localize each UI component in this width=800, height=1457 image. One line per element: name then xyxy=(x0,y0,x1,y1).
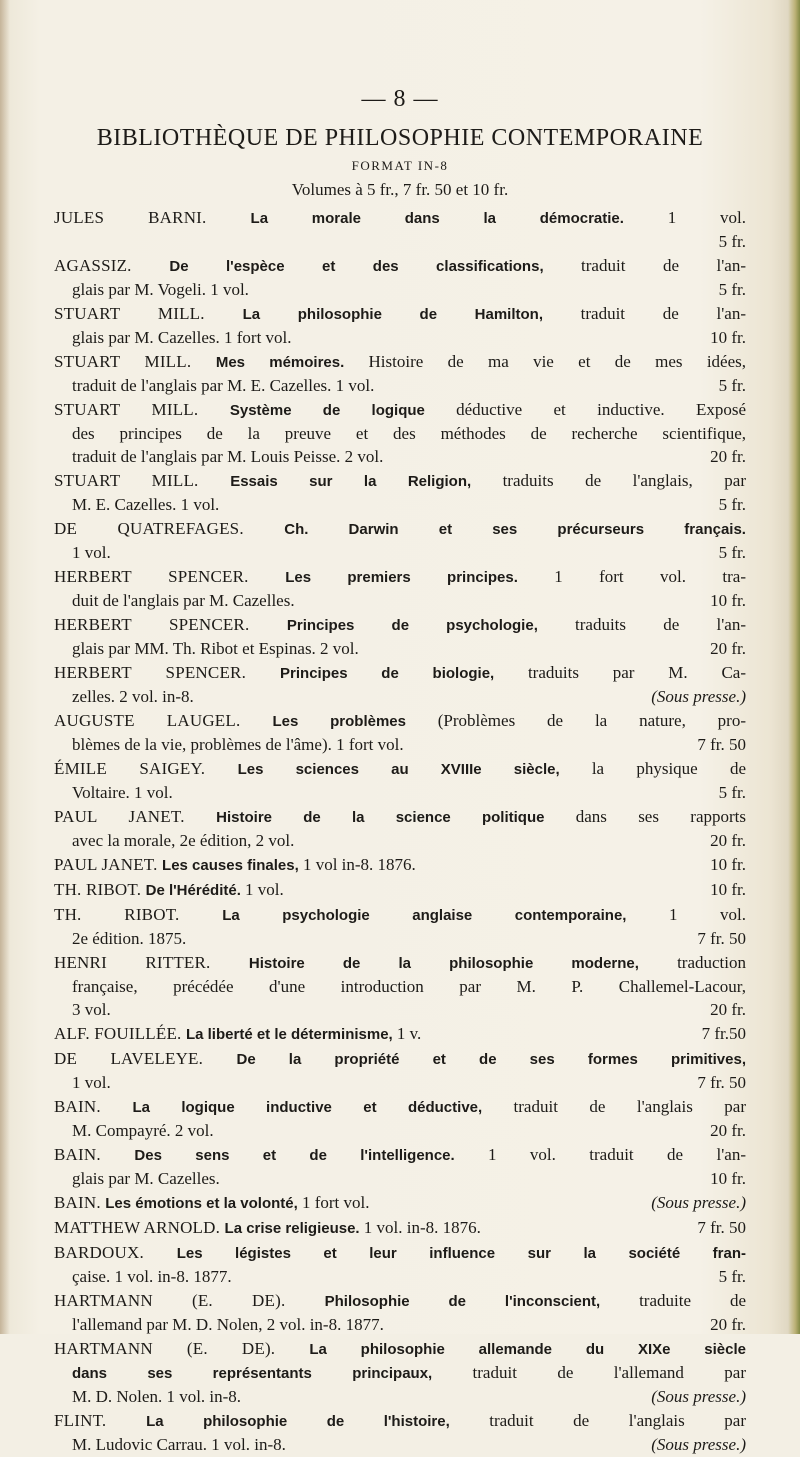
catalog-entry xyxy=(54,1337,746,1408)
entry-detail: 1 fort vol. tra- xyxy=(554,567,747,586)
entry-author: HARTMANN (E. DE). xyxy=(54,1291,325,1310)
entry-line xyxy=(54,350,746,374)
catalog-entry xyxy=(54,805,746,852)
entry-price: 5 fr. xyxy=(718,495,746,514)
entry-line xyxy=(54,1313,746,1336)
entry-title: La crise religieuse. xyxy=(224,1220,364,1237)
entry-title: La philosophie de l'histoire, xyxy=(146,1413,490,1430)
entry-author: AGASSIZ. xyxy=(54,256,170,275)
entry-detail: traduction xyxy=(677,953,746,972)
entry-line xyxy=(54,1337,746,1361)
entry-line xyxy=(54,302,746,326)
entry-detail: 3 vol. xyxy=(72,1000,111,1019)
entry-line xyxy=(54,445,746,468)
entry-line xyxy=(54,781,746,804)
entry-price: (Sous presse.) xyxy=(651,1387,746,1406)
catalog-entry xyxy=(54,1191,746,1215)
entry-detail: 1 vol. xyxy=(245,880,284,899)
entry-line xyxy=(54,709,746,733)
entry-price: 20 fr. xyxy=(710,447,746,466)
entry-detail: blèmes de la vie, problèmes de l'âme). 1 fort vol. xyxy=(72,735,404,754)
entry-detail: zelles. 2 vol. in-8. xyxy=(72,687,194,706)
entry-price: 10 fr. xyxy=(710,880,746,899)
entry-author: STUART MILL. xyxy=(54,304,243,323)
entry-title: De l'espèce et des classifications, xyxy=(169,258,582,275)
entry-detail: traduit de l'anglais par M. Louis Peisse. 2 vol. xyxy=(72,447,384,466)
entry-line xyxy=(54,661,746,685)
catalog-entry xyxy=(54,398,746,468)
entry-price: 20 fr. xyxy=(710,831,746,850)
entry-line xyxy=(54,493,746,516)
entry-text xyxy=(54,878,284,902)
entry-author: DE LAVELEYE. xyxy=(54,1049,237,1068)
entry-price: 7 fr.50 xyxy=(701,1024,746,1043)
entry-detail: 1 vol. xyxy=(72,543,111,562)
catalog-entry xyxy=(54,878,746,902)
catalog-entry xyxy=(54,853,746,877)
entry-detail: M. D. Nolen. 1 vol. in-8. xyxy=(72,1387,242,1406)
entry-title: La philosophie allemande du XIXe siècle xyxy=(309,1341,747,1358)
entry-detail: déductive et inductive. Exposé xyxy=(456,400,746,419)
entry-line xyxy=(54,541,746,564)
entry-title-cont: dans ses représentants principaux, xyxy=(72,1365,473,1382)
entry-line xyxy=(54,517,746,541)
entry-line xyxy=(54,975,746,998)
entry-line xyxy=(54,1265,746,1288)
entry-detail: 1 fort vol. xyxy=(301,1193,370,1212)
entry-price: 5 fr. xyxy=(718,1267,746,1286)
entry-line xyxy=(54,422,746,445)
entry-price: 20 fr. xyxy=(710,1315,746,1334)
entry-author: BAIN. xyxy=(54,1097,133,1116)
catalog-entry xyxy=(54,903,746,950)
entry-title: Les sciences au XVIIIe siècle, xyxy=(237,761,592,778)
entry-line xyxy=(54,1409,746,1433)
catalog-entry xyxy=(54,469,746,516)
entry-detail: glais par M. Vogeli. 1 vol. xyxy=(72,280,249,299)
entry-detail: M. E. Cazelles. 1 vol. xyxy=(72,495,220,514)
entry-line xyxy=(54,565,746,589)
entry-price: 5 fr. xyxy=(718,783,746,802)
entry-detail: traduits de l'an- xyxy=(575,615,746,634)
entry-detail: 1 vol. xyxy=(668,905,746,924)
page-edge-right xyxy=(788,0,800,1334)
entry-line xyxy=(54,1167,746,1190)
entry-detail: 1 vol. in-8. 1876. xyxy=(363,1218,481,1237)
entry-price: (Sous presse.) xyxy=(651,1193,746,1212)
entry-author: ÉMILE SAIGEY. xyxy=(54,759,238,778)
entry-line xyxy=(54,206,746,230)
entry-author: DE QUATREFAGES. xyxy=(54,519,285,538)
catalog-entry xyxy=(54,1022,746,1046)
entry-detail: française, précédée d'une introduction par M. P. Challemel-Lacour, xyxy=(72,977,746,996)
entry-detail: des principes de la preuve et des méthodes de recherche scientifique, xyxy=(72,424,746,443)
entry-title: Des sens et de l'intelligence. xyxy=(134,1147,488,1164)
entry-price: 5 fr. xyxy=(718,280,746,299)
entry-line xyxy=(54,1191,746,1215)
entry-author: HARTMANN (E. DE). xyxy=(54,1339,310,1358)
entry-line xyxy=(54,1433,746,1456)
entry-detail: (Problèmes de la nature, pro- xyxy=(437,711,747,730)
entry-line xyxy=(54,1095,746,1119)
entry-detail: l'allemand par M. D. Nolen, 2 vol. in-8. 1877. xyxy=(72,1315,384,1334)
entry-line xyxy=(54,278,746,301)
entry-line xyxy=(54,1047,746,1071)
entry-line xyxy=(54,1289,746,1313)
entry-detail: 1 vol. xyxy=(667,208,746,227)
entry-price: 7 fr. 50 xyxy=(697,929,746,948)
entry-price: 20 fr. xyxy=(710,1000,746,1019)
entry-title: Principes de biologie, xyxy=(280,665,528,682)
entry-author: ALF. FOUILLÉE. xyxy=(54,1024,186,1043)
entry-detail: traduits par M. Ca- xyxy=(527,663,747,682)
catalog-entry xyxy=(54,1095,746,1142)
page-content xyxy=(54,86,746,1457)
entry-title: Histoire de la science politique xyxy=(216,809,576,826)
entry-title: De la propriété et de ses formes primitives, xyxy=(236,1051,746,1068)
entry-author: HERBERT SPENCER. xyxy=(54,567,286,586)
entry-detail: M. Compayré. 2 vol. xyxy=(72,1121,214,1140)
entry-author: STUART MILL. xyxy=(54,471,231,490)
entry-title: La logique inductive et déductive, xyxy=(132,1099,514,1116)
entry-title: Philosophie de l'inconscient, xyxy=(324,1293,640,1310)
entry-title: De l'Hérédité. xyxy=(145,882,246,899)
entry-title: Les émotions et la volonté, xyxy=(105,1195,302,1212)
catalog-entry xyxy=(54,709,746,756)
entry-author: BAIN. xyxy=(54,1145,135,1164)
entry-line xyxy=(54,1022,746,1046)
entry-detail: traduit de l'allemand par xyxy=(472,1363,746,1382)
entry-line xyxy=(54,230,746,253)
entry-price: 10 fr. xyxy=(710,328,746,347)
catalog-entry xyxy=(54,1143,746,1190)
entry-text xyxy=(54,853,416,877)
entry-price: 5 fr. xyxy=(718,543,746,562)
entry-line xyxy=(54,613,746,637)
entry-title: Système de logique xyxy=(229,402,457,419)
entry-detail: 1 vol. xyxy=(72,1073,111,1092)
entry-line xyxy=(54,903,746,927)
entry-title: Principes de psychologie, xyxy=(286,617,576,634)
catalog-entry xyxy=(54,613,746,660)
catalog-entry xyxy=(54,254,746,301)
entry-title: Les premiers principes. xyxy=(285,569,555,586)
entry-author: TH. RIBOT. xyxy=(54,880,146,899)
entry-price: 7 fr. 50 xyxy=(697,1218,746,1237)
entry-author: STUART MILL. xyxy=(54,352,216,371)
entry-detail: Voltaire. 1 vol. xyxy=(72,783,173,802)
entry-line xyxy=(54,927,746,950)
series-format: FORMAT IN-8 xyxy=(351,158,449,173)
entry-author: BAIN. xyxy=(54,1193,106,1212)
entry-detail: traduit de l'an- xyxy=(581,256,746,275)
catalog-entry xyxy=(54,565,746,612)
entry-title: La psychologie anglaise contemporaine, xyxy=(222,907,669,924)
entry-detail: M. Ludovic Carrau. 1 vol. in-8. xyxy=(72,1435,286,1454)
entry-line xyxy=(54,1361,746,1385)
series-title: BIBLIOTHÈQUE DE PHILOSOPHIE CONTEMPORAINE xyxy=(96,125,704,151)
entry-detail: glais par M. Cazelles. xyxy=(72,1169,220,1188)
entry-line xyxy=(54,1119,746,1142)
catalog-entry xyxy=(54,1289,746,1336)
entry-title: Mes mémoires. xyxy=(215,354,369,371)
entry-detail: 1 vol. traduit de l'an- xyxy=(488,1145,746,1164)
entry-detail: 1 vol in-8. 1876. xyxy=(302,855,416,874)
entry-price: 10 fr. xyxy=(710,1169,746,1188)
entry-price: 7 fr. 50 xyxy=(697,1073,746,1092)
entry-title: Histoire de la philosophie moderne, xyxy=(248,955,678,972)
entry-title: Les légistes et leur influence sur la société fran- xyxy=(176,1245,746,1262)
entry-line xyxy=(54,951,746,975)
entry-author: BARDOUX. xyxy=(54,1243,177,1262)
entry-author: HERBERT SPENCER. xyxy=(54,615,287,634)
entry-author: FLINT. xyxy=(54,1411,147,1430)
entry-detail: traduit de l'an- xyxy=(580,304,746,323)
entry-title: La philosophie de Hamilton, xyxy=(242,306,581,323)
entry-author: JULES BARNI. xyxy=(54,208,251,227)
entry-author: PAUL JANET. xyxy=(54,807,217,826)
entry-author: HERBERT SPENCER. xyxy=(54,663,281,682)
entry-detail: dans ses rapports xyxy=(575,807,746,826)
entry-line xyxy=(54,733,746,756)
entry-detail: 1 v. xyxy=(396,1024,422,1043)
entry-price: 5 fr. xyxy=(718,376,746,395)
entry-line xyxy=(54,1216,746,1240)
entry-line xyxy=(54,1143,746,1167)
catalog-entry xyxy=(54,1241,746,1288)
entry-price: (Sous presse.) xyxy=(651,687,746,706)
entry-detail: traduit de l'anglais par xyxy=(513,1097,746,1116)
entry-line xyxy=(54,589,746,612)
entry-detail: traduit de l'anglais par xyxy=(489,1411,746,1430)
entry-detail: traduits de l'anglais, par xyxy=(502,471,747,490)
catalog-entry xyxy=(54,661,746,708)
entry-line xyxy=(54,326,746,349)
entry-line xyxy=(54,637,746,660)
entry-line xyxy=(54,685,746,708)
entry-author: STUART MILL. xyxy=(54,400,230,419)
entry-author: MATTHEW ARNOLD. xyxy=(54,1218,225,1237)
catalog-entry xyxy=(54,1216,746,1240)
entry-author: PAUL JANET. xyxy=(54,855,163,874)
catalog-entry xyxy=(54,350,746,397)
entry-author: TH. RIBOT. xyxy=(54,905,223,924)
page-number: — 8 — xyxy=(361,86,439,112)
catalog-entry xyxy=(54,1409,746,1456)
entry-title: La morale dans la démocratie. xyxy=(250,210,668,227)
entry-line xyxy=(54,757,746,781)
entry-line xyxy=(54,1071,746,1094)
entry-title: Les causes finales, xyxy=(162,857,303,874)
entry-line xyxy=(54,469,746,493)
catalog-entry xyxy=(54,951,746,1021)
entry-detail: avec la morale, 2e édition, 2 vol. xyxy=(72,831,295,850)
catalog-entry xyxy=(54,757,746,804)
entry-line xyxy=(54,1241,746,1265)
catalog-entry xyxy=(54,1047,746,1094)
entry-title: Les problèmes xyxy=(272,713,438,730)
entry-price: 7 fr. 50 xyxy=(697,735,746,754)
entry-line xyxy=(54,398,746,422)
entry-title: Essais sur la Religion, xyxy=(230,473,503,490)
entry-detail: 2e édition. 1875. xyxy=(72,929,187,948)
entry-title: La liberté et le déterminisme, xyxy=(185,1026,397,1043)
entry-detail: glais par MM. Th. Ribot et Espinas. 2 vol. xyxy=(72,639,359,658)
catalog-entry xyxy=(54,302,746,349)
entry-line xyxy=(54,853,746,877)
entry-text xyxy=(54,1022,421,1046)
entry-detail: duit de l'anglais par M. Cazelles. xyxy=(72,591,295,610)
entry-price: 20 fr. xyxy=(710,639,746,658)
entry-text xyxy=(54,1216,481,1240)
entry-line xyxy=(54,829,746,852)
entry-price: 20 fr. xyxy=(710,1121,746,1140)
series-prices: Volumes à 5 fr., 7 fr. 50 et 10 fr. xyxy=(291,180,509,199)
entry-price: (Sous presse.) xyxy=(651,1435,746,1454)
entry-detail: la physique de xyxy=(591,759,746,778)
entry-price: 10 fr. xyxy=(710,855,746,874)
entry-line xyxy=(54,374,746,397)
entry-detail: traduit de l'anglais par M. E. Cazelles. 1 vol. xyxy=(72,376,375,395)
catalog-entry xyxy=(54,206,746,253)
page-edge-left xyxy=(0,0,10,1334)
entry-line xyxy=(54,254,746,278)
entry-detail: çaise. 1 vol. in-8. 1877. xyxy=(72,1267,232,1286)
entry-detail: traduite de xyxy=(639,1291,747,1310)
entry-line xyxy=(54,805,746,829)
entry-author: HENRI RITTER. xyxy=(54,953,249,972)
entry-price: 10 fr. xyxy=(710,591,746,610)
entry-author: AUGUSTE LAUGEL. xyxy=(54,711,273,730)
entry-line xyxy=(54,1385,746,1408)
entry-text xyxy=(54,1191,370,1215)
catalog-entries xyxy=(54,206,746,1456)
entry-title: Ch. Darwin et ses précurseurs français. xyxy=(284,521,746,538)
entry-detail: Histoire de ma vie et de mes idées, xyxy=(368,352,746,371)
entry-line xyxy=(54,998,746,1021)
entry-price: 5 fr. xyxy=(718,232,746,251)
entry-detail: glais par M. Cazelles. 1 fort vol. xyxy=(72,328,292,347)
catalog-entry xyxy=(54,517,746,564)
entry-line xyxy=(54,878,746,902)
